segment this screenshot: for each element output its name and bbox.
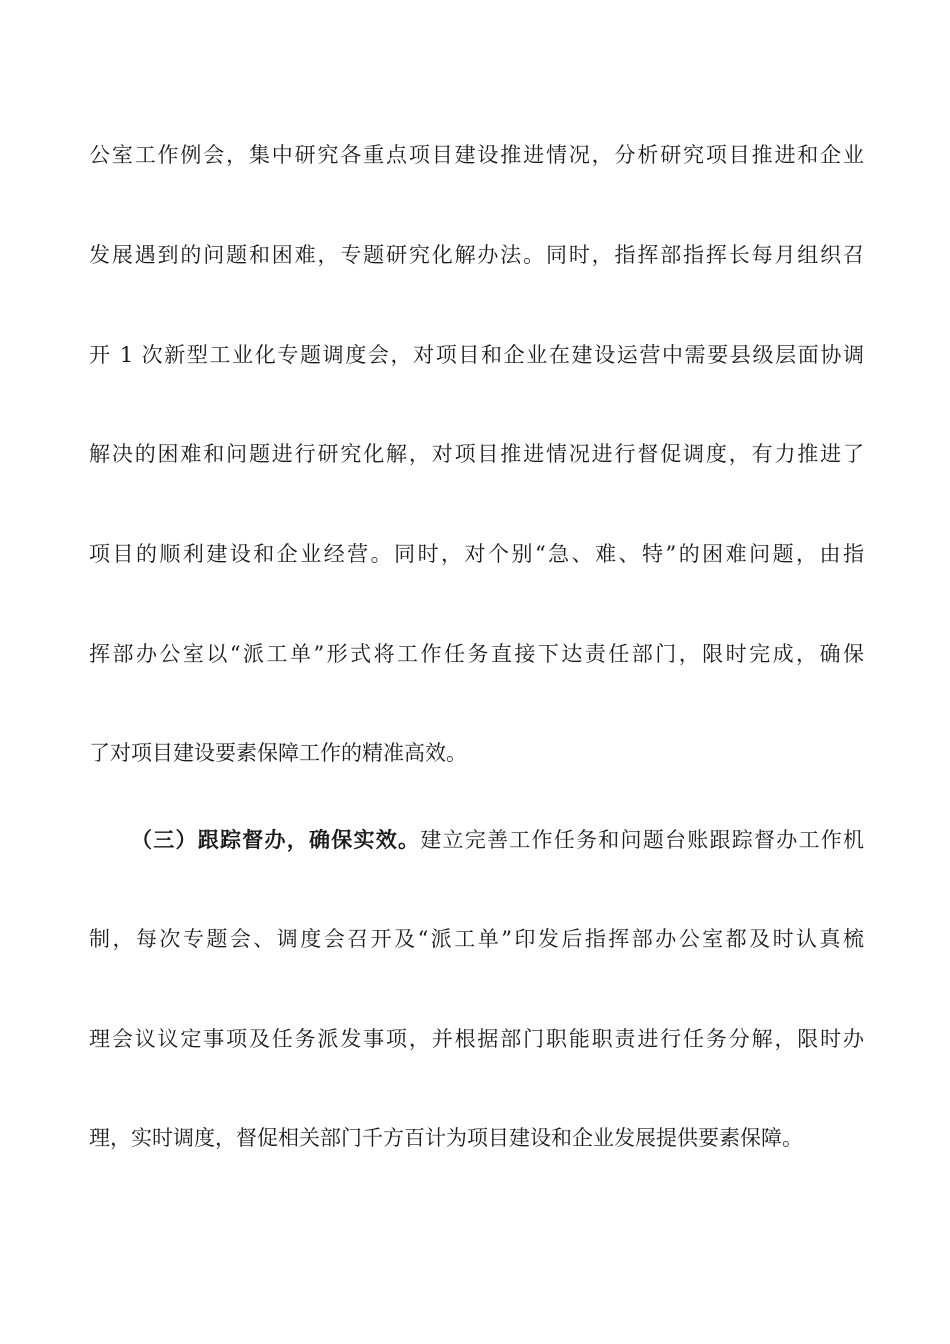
paragraph-1-line-3: 开 1 次新型工业化专题调度会，对项目和企业在建设运营中需要县级层面协调 — [89, 343, 864, 367]
paragraph-1-line-5: 项目的顺利建设和企业经营。同时，对个别“急、难、特”的困难问题，由指 — [89, 542, 864, 566]
paragraph-1-line-1: 公室工作例会，集中研究各重点项目建设推进情况，分析研究项目推进和企业 — [89, 143, 864, 167]
section-heading: （三）跟踪督办，确保实效。 — [131, 827, 421, 852]
paragraph-2-line-4: 理，实时调度，督促相关部门千方百计为项目建设和企业发展提供要素保障。 — [89, 1126, 803, 1150]
paragraph-2-line-1 — [131, 826, 864, 854]
paragraph-1-line-4: 解决的困难和问题进行研究化解，对项目推进情况进行督促调度，有力推进了 — [89, 442, 864, 466]
paragraph-1-line-7: 了对项目建设要素保障工作的精准高效。 — [89, 741, 467, 765]
paragraph-1-line-2: 发展遇到的问题和困难，专题研究化解办法。同时，指挥部指挥长每月组织召 — [89, 243, 864, 267]
paragraph-2-line-1-text: 建立完善工作任务和问题台账跟踪督办工作机 — [420, 828, 864, 852]
paragraph-1-line-6: 挥部办公室以“派工单”形式将工作任务直接下达责任部门，限时完成，确保 — [89, 642, 864, 666]
paragraph-2-line-3: 理会议议定事项及任务派发事项，并根据部门职能职责进行任务分解，限时办 — [89, 1027, 864, 1051]
paragraph-2-line-2: 制，每次专题会、调度会召开及“派工单”印发后指挥部办公室都及时认真梳 — [89, 927, 864, 951]
